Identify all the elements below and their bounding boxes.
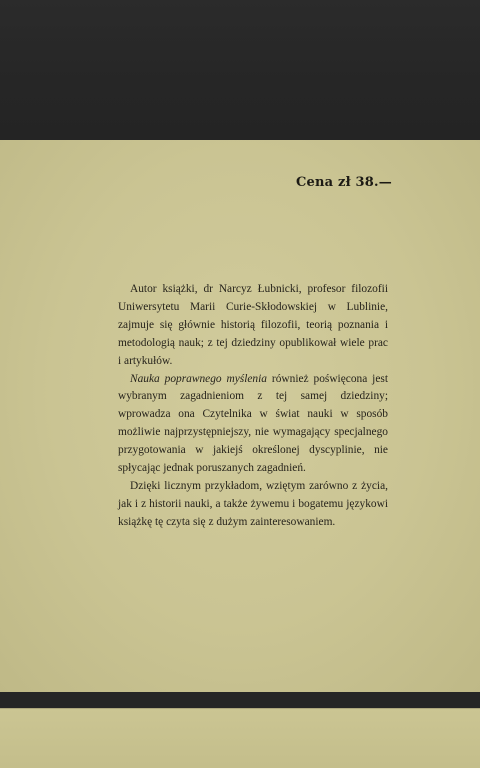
- blurb-text: Dzięki licznym przykładom, wziętym zarówno z życia, jak i z historii nauki, a także żywemu i bogatemu językowi książkę tę czyta się z dużym zainteresowaniem.: [118, 479, 388, 528]
- blurb-text: Autor książki, dr Narcyz Łubnicki, profesor filozofii Uniwersytetu Marii Curie-Skłodowskiej w Lublinie, zajmuje się głównie historią filozofii, teorią poznania i metodologią nauk; z tej dziedziny opublikował wiele prac i artykułów.: [118, 283, 388, 367]
- blurb-paragraph-book: [118, 371, 388, 478]
- back-cover-blurb: [118, 281, 388, 532]
- blurb-paragraph-examples: [118, 478, 388, 532]
- book-title: Nauka poprawnego myślenia: [130, 372, 267, 385]
- bottom-paper-strip: [0, 708, 480, 768]
- price-label: Cena zł 38.—: [296, 175, 392, 190]
- bottom-dark-band: [0, 692, 480, 708]
- blurb-text: również poświęcona jest wybranym zagadnieniom z tej samej dziedziny; wprowadza ona Czytelnika w świat nauki w sposób możliwie najprzystępniejszy, nie wymagający specjalnego przygotowania w jakiejś określonej dyscyplinie, nie spłycając jednak poruszanych zagadnień.: [118, 372, 388, 475]
- blurb-paragraph-author: [118, 281, 388, 371]
- top-dark-band: [0, 0, 480, 140]
- divider: [0, 708, 480, 709]
